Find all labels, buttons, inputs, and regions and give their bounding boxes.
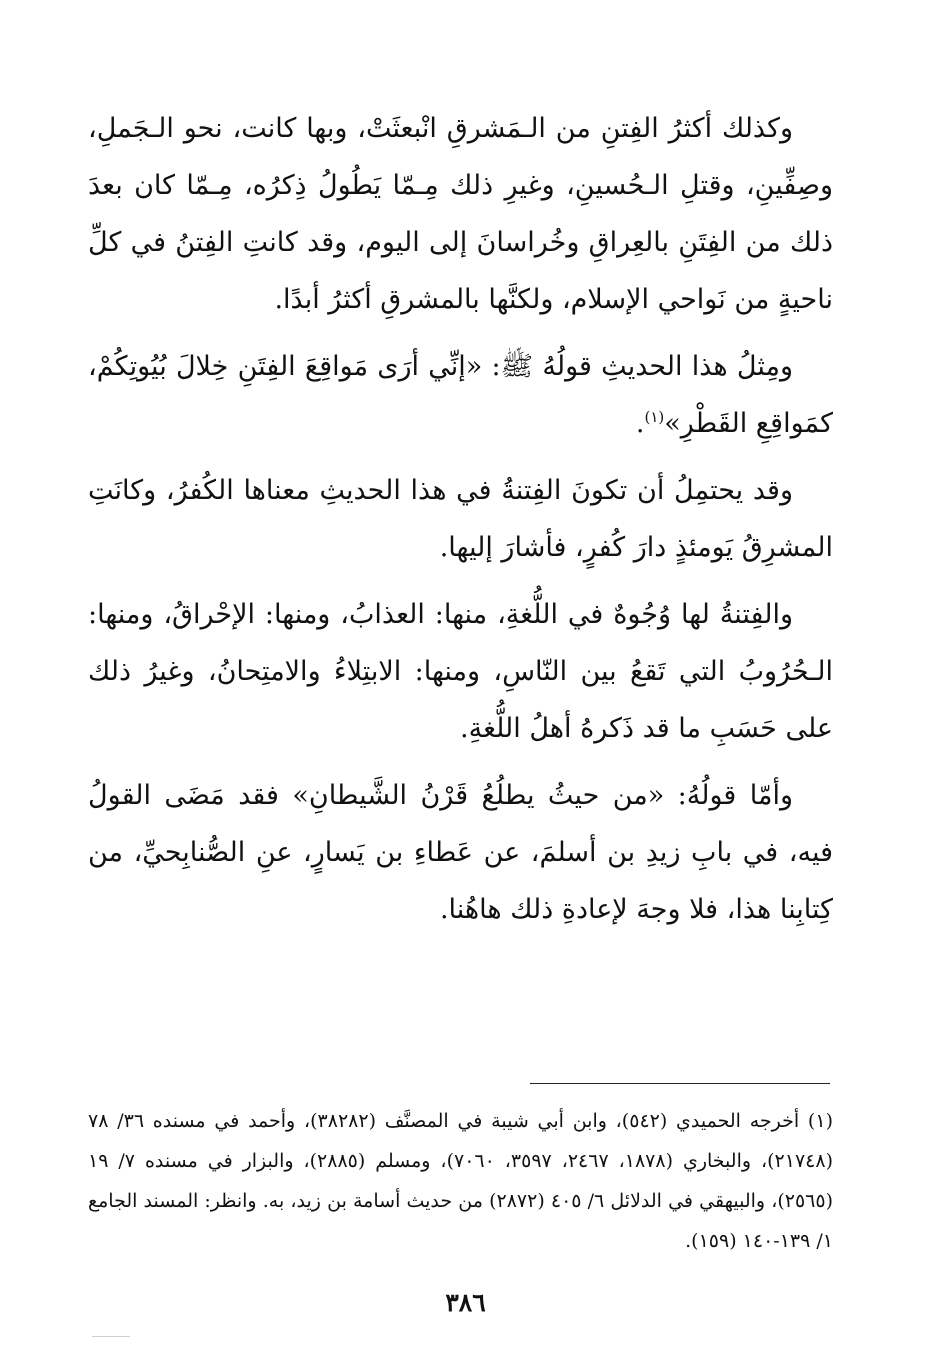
scan-artifact-line: [92, 1336, 130, 1337]
paragraph-2-end: .: [635, 408, 645, 439]
paragraph-3: وقد يحتمِلُ أن تكونَ الفِتنةُ في هذا الحديثِ معناها الكُفرُ، وكانَتِ المشرِقُ يَومئذٍ دارَ كُفرٍ، فأشارَ إليها.: [88, 475, 833, 563]
paragraph-1: وكذلك أكثرُ الفِتنِ من الـمَشرقِ انْبعثَتْ، وبها كانت، نحو الـجَملِ، وصِفِّينِ، وقتلِ الـحُسينِ، وغيرِ ذلك مِـمّا يَطُولُ ذِكرُه، مِـمّا كان بعدَ ذلك من الفِتَنِ بالعِراقِ وخُراسانَ إلى اليوم، وقد كانتِ الفِتنُ في كلِّ ناحيةٍ من نَواحي الإسلام، ولكنَّها بالمشرقِ أكثرُ أبدًا.: [88, 113, 833, 315]
paragraph-5: وأمّا قولُهُ: «من حيثُ يطلُعُ قَرْنُ الشَّيطانِ» فقد مَضَى القولُ فيه، في بابِ زيدِ بن أسلمَ، عن عَطاءِ بن يَسارٍ، عنِ الصُّنابِحيِّ، من كِتابِنا هذا، فلا وجهَ لإعادةِ ذلك هاهُنا.: [88, 780, 833, 925]
footnote-reference: (١): [644, 408, 665, 426]
footnote-text: (١) أخرجه الحميدي (٥٤٢)، وابن أبي شيبة في المصنَّف (٣٨٢٨٢)، وأحمد في مسنده ٣٦/ ٧٨ (٢١٧٤٨)، والبخاري (١٨٧٨، ٢٤٦٧، ٣٥٩٧، ٧٠٦٠)، ومسلم (٢٨٨٥)، والبزار في مسنده ٧/ ١٩ (٢٥٦٥)، والبيهقي في الدلائل ٦/ ٤٠٥ (٢٨٧٢) من حديث أسامة بن زيد، به. وانظر: المسند الجامع ١/ ١٣٩-١٤٠ (١٥٩).: [88, 1110, 834, 1252]
paragraph-2: [88, 338, 833, 452]
page-number: ٣٨٦: [445, 1288, 486, 1317]
paragraph-4: والفِتنةُ لها وُجُوهٌ في اللُّغةِ، منها: العذابُ، ومنها: الإحْراقُ، ومنها: الـحُرُوبُ التي تَقعُ بين النّاسِ، ومنها: الابتِلاءُ والامتِحانُ، وغيرُ ذلك على حَسَبِ ما قد ذَكرهُ أهلُ اللُّغةِ.: [88, 599, 833, 744]
footnote-section: [88, 1101, 833, 1261]
paragraph-2-text: ومِثلُ هذا الحديثِ قولُهُ ﷺ: «إنِّي أرَى مَواقِعَ الفِتَنِ خِلالَ بُيُوتِكُمْ، كمَواقِعِ القَطْرِ»: [88, 351, 833, 439]
footnote-divider: [530, 1083, 830, 1084]
main-text: [88, 100, 833, 948]
